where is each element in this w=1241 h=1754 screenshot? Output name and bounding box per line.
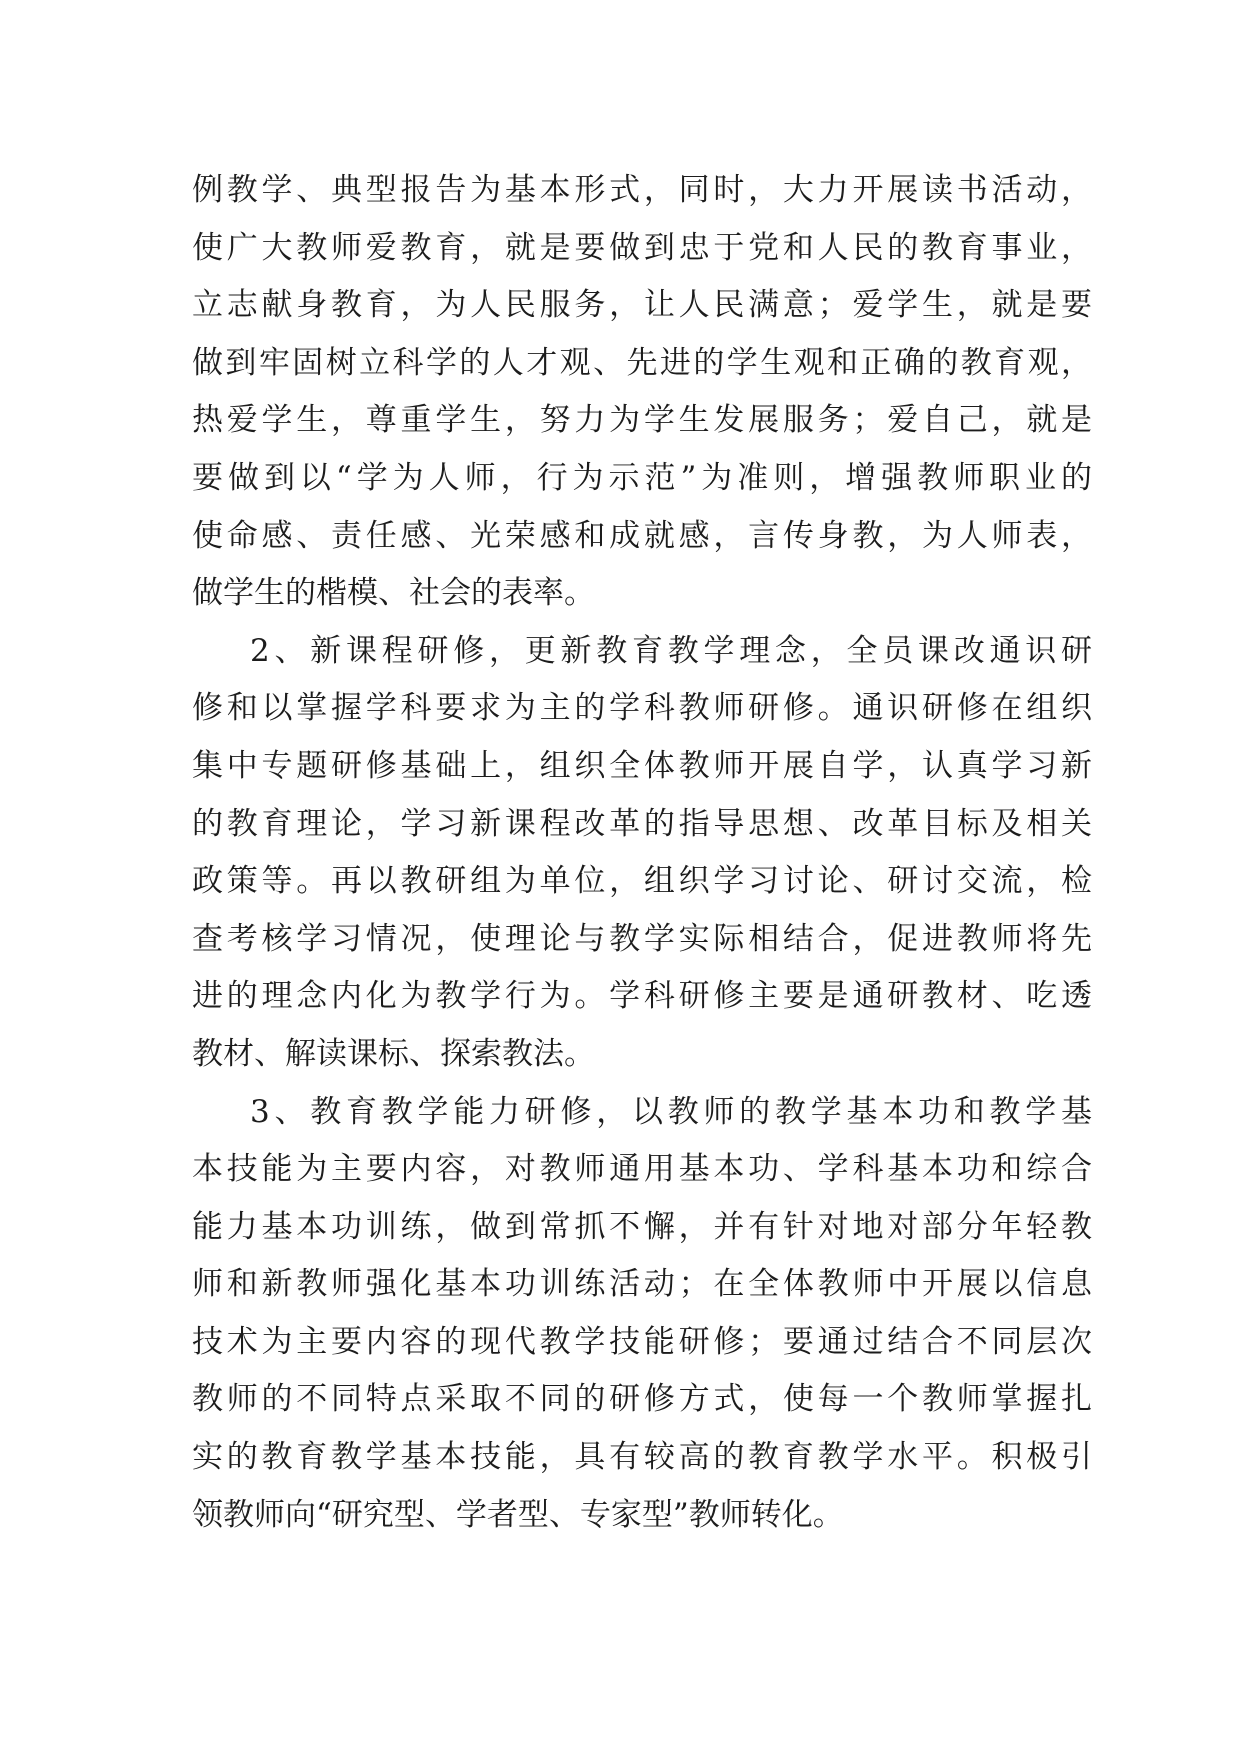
text-line: 的教育理论，学习新课程改革的指导思想、改革目标及相关 — [192, 805, 1092, 842]
text-line: 立志献身教育，为人民服务，让人民满意；爱学生，就是要 — [192, 287, 1092, 324]
text-line: 能力基本功训练，做到常抓不懈，并有针对地对部分年轻教 — [192, 1208, 1092, 1245]
text-line: 教师的不同特点采取不同的研修方式，使每一个教师掌握扎 — [192, 1381, 1092, 1418]
text-line: 本技能为主要内容，对教师通用基本功、学科基本功和综合 — [192, 1151, 1092, 1188]
text-line: 查考核学习情况，使理论与教学实际相结合，促进教师将先 — [192, 920, 1092, 957]
document-body — [192, 162, 1092, 1544]
text-line: 做到牢固树立科学的人才观、先进的学生观和正确的教育观， — [192, 344, 1092, 381]
text-line: 做学生的楷模、社会的表率。 — [192, 575, 595, 612]
text-line: 教材、解读课标、探索教法。 — [192, 1035, 595, 1072]
text-line: 师和新教师强化基本功训练活动；在全体教师中开展以信息 — [192, 1266, 1092, 1303]
text-line: 使广大教师爱教育，就是要做到忠于党和人民的教育事业， — [192, 229, 1092, 266]
text-line: 集中专题研修基础上，组织全体教师开展自学，认真学习新 — [192, 747, 1092, 784]
text-line: 领教师向“研究型、学者型、专家型”教师转化。 — [192, 1496, 844, 1533]
text-line: 3、教育教学能力研修，以教师的教学基本功和教学基 — [250, 1093, 1092, 1130]
text-line: 使命感、责任感、光荣感和成就感，言传身教，为人师表， — [192, 517, 1092, 554]
text-line: 要做到以“学为人师，行为示范”为准则，增强教师职业的 — [192, 459, 1092, 496]
text-line: 政策等。再以教研组为单位，组织学习讨论、研讨交流，检 — [192, 863, 1092, 900]
text-line: 技术为主要内容的现代教学技能研修；要通过结合不同层次 — [192, 1323, 1092, 1360]
text-line: 例教学、典型报告为基本形式，同时，大力开展读书活动， — [192, 172, 1092, 208]
text-line: 热爱学生，尊重学生，努力为学生发展服务；爱自己，就是 — [192, 402, 1092, 439]
text-line: 进的理念内化为教学行为。学科研修主要是通研教材、吃透 — [192, 978, 1092, 1015]
text-line: 修和以掌握学科要求为主的学科教师研修。通识研修在组织 — [192, 690, 1092, 727]
text-line: 2、新课程研修，更新教育教学理念，全员课改通识研 — [250, 632, 1092, 669]
text-line: 实的教育教学基本技能，具有较高的教育教学水平。积极引 — [192, 1439, 1092, 1476]
